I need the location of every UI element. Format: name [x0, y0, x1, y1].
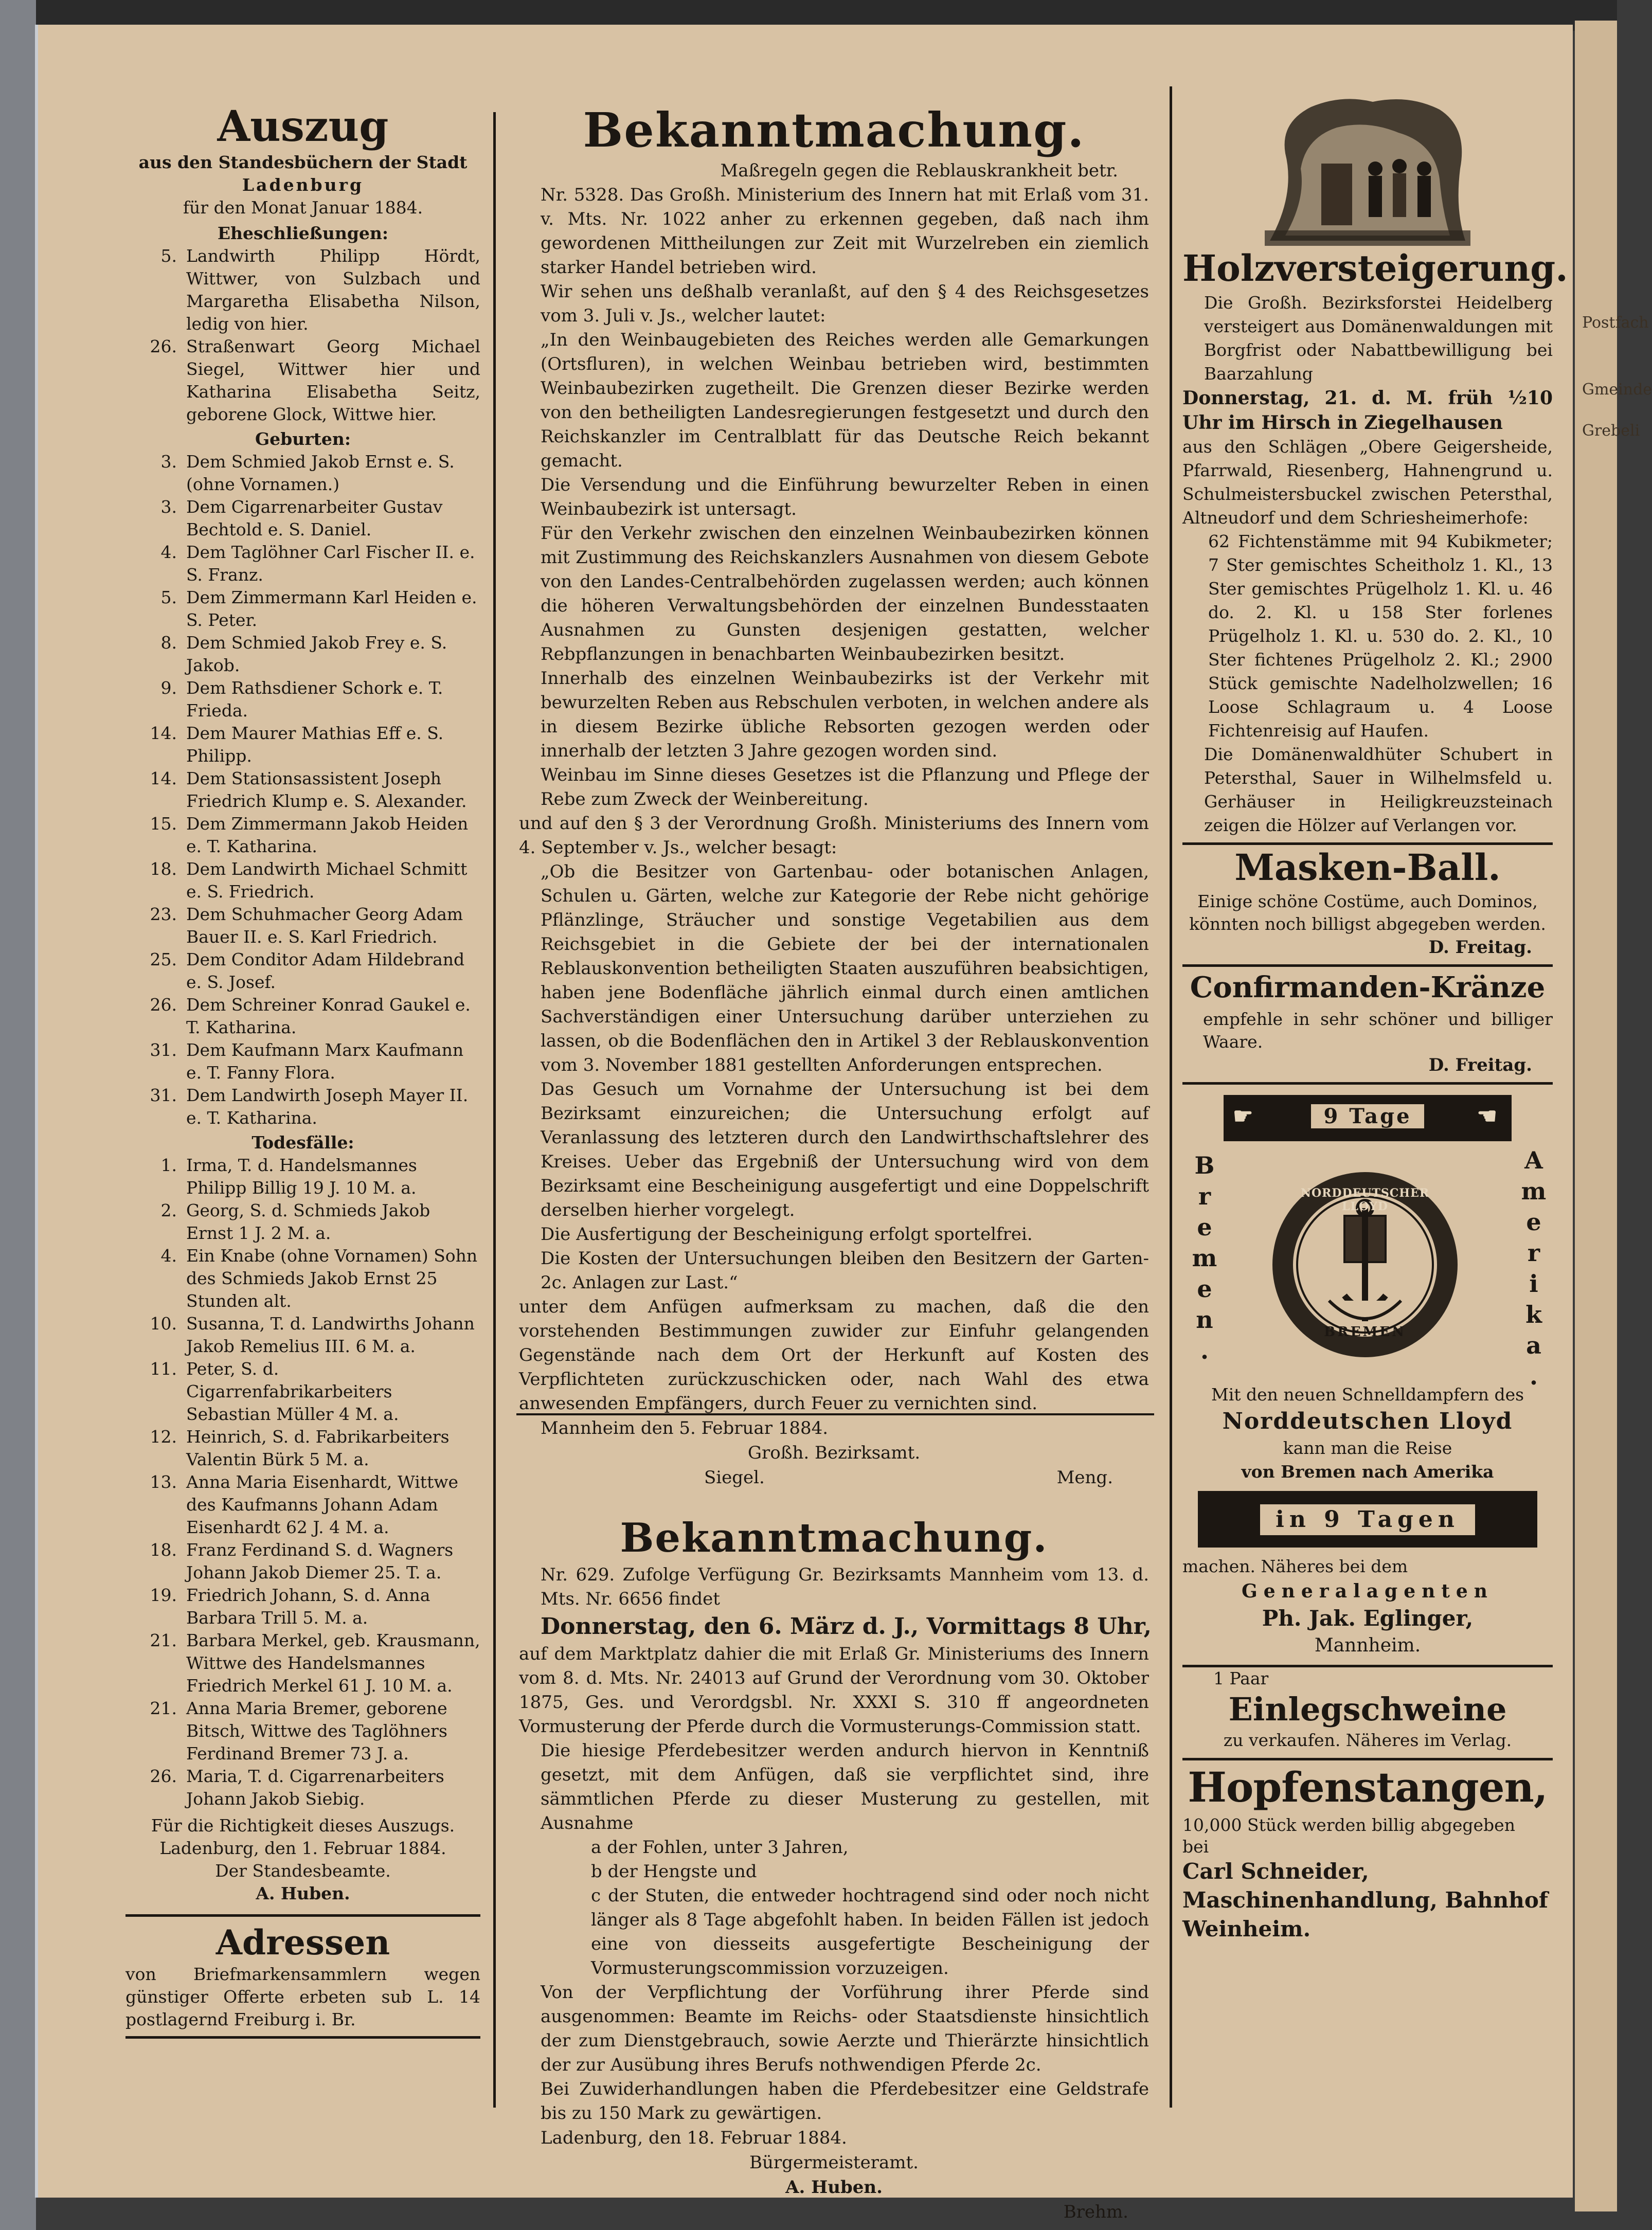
- auszug-subtitle-1: aus den Standesbüchern der Stadt: [138, 152, 468, 172]
- right-column: [1182, 92, 1568, 1944]
- musterung-item-a: a der Fohlen, unter 3 Jahren,: [591, 1837, 849, 1858]
- entry-text: Dem Stationsassistent Joseph Friedrich Klump e. S. Alexander.: [186, 768, 467, 811]
- entry-text: Dem Maurer Mathias Eff e. S. Philipp.: [186, 723, 444, 766]
- lloyd-ad: [1182, 1095, 1553, 1393]
- holz-date: Donnerstag, 21. d. M. früh ½10 Uhr im Hirsch in Ziegelhausen: [1182, 387, 1553, 434]
- pointing-hand-right-icon: ☚: [1477, 1103, 1502, 1129]
- bekanntmachung-title-1: Bekanntmachung.: [583, 102, 1085, 158]
- entry-text: Franz Ferdinand S. d. Wagners Johann Jakob Diemer 25. T. a.: [186, 1540, 454, 1582]
- reblaus-paragraph: Wir sehen uns deßhalb veranlaßt, auf den § 4 des Reichsgesetzes vom 3. Juli v. Js., welcher lautet:: [541, 281, 1149, 326]
- hopfen-bei: bei: [1182, 1837, 1209, 1857]
- entry-text: Georg, S. d. Schmieds Jakob Ernst 1 J. 2 M. a.: [186, 1200, 430, 1243]
- entry-day: 19.: [150, 1585, 177, 1605]
- middle-column: [519, 102, 1152, 2224]
- confirmanden-title: Confirmanden-Kränze: [1190, 970, 1546, 1004]
- holzversteigerung-title: Holzversteigerung.: [1182, 247, 1568, 290]
- entry-text: Dem Schreiner Konrad Gaukel e. T. Katharina.: [186, 995, 471, 1037]
- eheschliessungen-heading: Eheschließungen:: [217, 223, 389, 243]
- musterung-paragraph: auf dem Marktplatz dahier die mit Erlaß Gr. Ministeriums des Innern vom 8. d. Mts. Nr. 24013 auf Grund der Verordnung vom 30. Oktober 1875, Ges. und Verordgsbl. Nr. XXXI S. 310 ff angeordneten Vormusterung der Pferde durch die Vormusterungs-Commission statt.: [519, 1644, 1149, 1737]
- entry-day: 5.: [160, 246, 177, 266]
- newspaper-page: [35, 25, 1573, 2222]
- list-item: [125, 677, 480, 722]
- reblaus-paragraph: Das Gesuch um Vornahme der Untersuchung ist bei dem Bezirksamt einzureichen; die Untersuchung erfolgt auf Veranlassung des letzteren durch den Landwirthschaftslehrer des Kreises. Ueber das Ergebniß der Untersuchung wird von dem Bezirksamt eine Bescheinigung ausgefertigt und eine Doppelschrift derselben hierher vorgelegt.: [541, 1079, 1149, 1220]
- scan-background-left: [0, 0, 36, 2230]
- lloyd-agent-name: Ph. Jak. Eglinger,: [1262, 1606, 1474, 1631]
- maskenball-text: Einige schöne Costüme, auch Dominos, könnten noch billigst abgegeben werden.: [1189, 891, 1546, 934]
- entry-day: 2.: [160, 1200, 177, 1220]
- holz-paragraph: Die Domänenwaldhüter Schubert in Petersthal, Sauer in Wilhelmsfeld u. Gerhäuser in Heiligkreuzsteinach zeigen die Hölzer auf Verlangen vor.: [1204, 744, 1553, 835]
- entry-day: 4.: [160, 1246, 177, 1266]
- entry-text: Anna Maria Bremer, geborene Bitsch, Wittwe des Taglöhners Ferdinand Bremer 73 J. a.: [186, 1698, 447, 1764]
- signature-meng: Meng.: [1056, 1467, 1113, 1488]
- lloyd-nine-days-banner: [1198, 1491, 1537, 1548]
- entry-text: Dem Taglöhner Carl Fischer II. e. S. Franz.: [186, 542, 475, 585]
- entry-text: Friedrich Johann, S. d. Anna Barbara Trill 5. M. a.: [186, 1585, 430, 1628]
- confirmanden-text: empfehle in sehr schöner und billiger Waare.: [1203, 1009, 1553, 1052]
- reblaus-paragraph: Weinbau im Sinne dieses Gesetzes ist die Pflanzung und Pflege der Rebe zum Zweck der Weinbereitung.: [541, 765, 1149, 810]
- list-item: [125, 335, 480, 426]
- reblaus-signatures: [519, 1465, 1149, 1490]
- auszug-month: für den Monat Januar 1884.: [183, 197, 423, 218]
- signature-siegel: Siegel.: [704, 1467, 765, 1488]
- lloyd-nine-days: 9 Tage: [1311, 1104, 1424, 1128]
- list-item: [125, 722, 480, 767]
- reblaus-paragraph: „In den Weinbaugebieten des Reiches werden alle Gemarkungen (Ortsfluren), in welchen Weinbau betrieben wird, bestimmten Weinbaubezirken zugetheilt. Die Grenzen dieser Bezirke werden von den betheiligten Landesregierungen festgesetzt und durch den Reichskanzler im Centralblatt für das Deutsche Reich bekannt gemacht.: [541, 330, 1149, 471]
- maskenball-title: Masken-Ball.: [1234, 846, 1501, 889]
- maskenball-signature: D. Freitag.: [1428, 937, 1532, 958]
- bekanntmachung-title-2: Bekanntmachung.: [620, 1515, 1048, 1561]
- reblaus-paragraph: Die Kosten der Untersuchungen bleiben den Besitzern der Garten- 2c. Anlagen zur Last.“: [541, 1248, 1149, 1293]
- lloyd-generalagent: Generalagenten: [1242, 1580, 1494, 1602]
- lloyd-text-6: machen. Näheres bei dem: [1182, 1556, 1408, 1576]
- adjacent-page-fragment: Grebeli: [1582, 422, 1640, 440]
- list-item: [125, 1584, 480, 1629]
- entry-day: 11.: [150, 1359, 177, 1379]
- list-item: [125, 245, 480, 335]
- entry-text: Dem Landwirth Joseph Mayer II. e. T. Katharina.: [186, 1085, 469, 1128]
- schweine-title: Einlegschweine: [1228, 1691, 1507, 1728]
- auszug-title: Auszug: [217, 102, 389, 151]
- musterung-paragraph: Bei Zuwiderhandlungen haben die Pferdebesitzer eine Geldstrafe bis zu 150 Mark zu gewärtigen.: [541, 2079, 1149, 2124]
- list-item: [125, 858, 480, 903]
- lloyd-city-label: BREMEN: [1324, 1324, 1406, 1340]
- adjacent-page-fragment: Postfach: [1582, 314, 1649, 332]
- entry-text: Barbara Merkel, geb. Krausmann, Wittwe des Handelsmannes Friedrich Merkel 61 J. 10 M. a.: [186, 1630, 480, 1696]
- list-item: [125, 1154, 480, 1199]
- left-column: [125, 102, 480, 2039]
- list-item: [125, 632, 480, 677]
- schweine-quantity: 1 Paar: [1213, 1668, 1269, 1688]
- entry-day: 14.: [150, 723, 177, 743]
- list-item: [125, 586, 480, 632]
- musterung-paragraph: Die hiesige Pferdebesitzer werden andurch hiervon in Kenntniß gesetzt, mit dem Anfügen, daß sie verpflichtet sind, ihre sämmtlichen Pferde zu dieser Musterung zu gestellen, mit Ausnahme: [541, 1740, 1149, 1833]
- entry-day: 26.: [150, 1766, 177, 1786]
- lloyd-text-3: kann man die Reise: [1283, 1438, 1452, 1458]
- lloyd-right-vertical: Amerika.: [1520, 1146, 1548, 1393]
- adjacent-page-edge: [1575, 21, 1652, 2211]
- confirmanden-signature: D. Freitag.: [1428, 1055, 1532, 1075]
- entry-day: 10.: [150, 1314, 177, 1334]
- forest-woodcut-illustration: [1265, 92, 1470, 246]
- entry-text: Susanna, T. d. Landwirths Johann Jakob Remelius III. 6 M. a.: [186, 1314, 475, 1356]
- closing-signature: A. Huben.: [256, 1883, 350, 1903]
- entry-day: 5.: [160, 587, 177, 607]
- entry-day: 3.: [160, 497, 177, 517]
- entry-day: 15.: [150, 814, 177, 834]
- musterung-paragraph: Nr. 629. Zufolge Verfügung Gr. Bezirksamts Mannheim vom 13. d. Mts. Nr. 6656 findet: [541, 1564, 1149, 1609]
- musterung-item-c: c der Stuten, die entweder hochtragend sind oder noch nicht länger als 8 Tage abgefohlt haben. In beiden Fällen ist jedoch eine von diesseits ausgefertigte Bescheinigung der Vormusterungscommission vorzuzeigen.: [591, 1885, 1149, 1979]
- list-item: [125, 994, 480, 1039]
- hopfen-text: 10,000 Stück werden billig abgegeben: [1182, 1815, 1515, 1835]
- entry-day: 26.: [150, 336, 177, 356]
- list-item: [125, 1426, 480, 1471]
- entry-day: 21.: [150, 1698, 177, 1718]
- entry-text: Dem Zimmermann Jakob Heiden e. T. Katharina.: [186, 814, 469, 856]
- list-item: [125, 1312, 480, 1358]
- entry-text: Maria, T. d. Cigarrenarbeiters Johann Jakob Siebig.: [186, 1766, 444, 1809]
- entry-text: Heinrich, S. d. Fabrikarbeiters Valentin Bürk 5 M. a.: [186, 1427, 450, 1469]
- list-item: [125, 1245, 480, 1312]
- list-item: [125, 1358, 480, 1426]
- entry-day: 14.: [150, 768, 177, 788]
- list-item: [125, 1697, 480, 1765]
- closing-line-2: Ladenburg, den 1. Februar 1884.: [159, 1838, 446, 1858]
- entry-text: Dem Schuhmacher Georg Adam Bauer II. e. S. Karl Friedrich.: [186, 904, 463, 947]
- entry-text: Anna Maria Eisenhardt, Wittwe des Kaufmanns Johann Adam Eisenhardt 62 J. 4 M. a.: [186, 1472, 459, 1537]
- entry-text: Dem Zimmermann Karl Heiden e. S. Peter.: [186, 587, 477, 630]
- reblaus-date: Mannheim den 5. Februar 1884.: [541, 1418, 829, 1438]
- musterung-item-b: b der Hengste und: [591, 1861, 757, 1882]
- reblaus-paragraph: Für den Verkehr zwischen den einzelnen Weinbaubezirken können mit Zustimmung des Reichskanzlers Ausnahmen von diesem Gebote von den Landes-Centralbehörden zugelassen werden; auch können die höheren Verwaltungsbehörden der einzelnen Bundesstaaten Ausnahmen zu Gunsten desjenigen gestatten, welcher Rebpflanzungen in benachbarten Weinbaubezirken besitzt.: [541, 523, 1149, 664]
- list-item: [125, 1471, 480, 1539]
- reblaus-paragraph: „Ob die Besitzer von Gartenbau- oder botanischen Anlagen, Schulen u. Gärten, welche zur Kategorie der Rebe nicht gehörige Pflänzlinge, Sträucher und sonstige Vegetabilien aus dem Reichsgebiet in die Gebiete der bei der internationalen Reblauskonvention betheiligten Staaten auszuführen beabsichtigen, haben jene Bodenfläche jährlich einmal durch einen amtlichen Sachverständigen einer Untersuchung darüber unterziehen zu lassen, ob die Bodenflächen den in Artikel 3 der Reblauskonvention vom 3. November 1881 gestellten Anforderungen entsprechen.: [541, 861, 1149, 1075]
- entry-day: 23.: [150, 904, 177, 924]
- entry-text: Ein Knabe (ohne Vornamen) Sohn des Schmieds Jakob Ernst 25 Stunden alt.: [186, 1246, 478, 1311]
- entry-day: 25.: [150, 949, 177, 969]
- entry-day: 13.: [150, 1472, 177, 1492]
- reblaus-authority: Großh. Bezirksamt.: [747, 1443, 921, 1463]
- entry-day: 31.: [150, 1040, 177, 1060]
- entry-day: 4.: [160, 542, 177, 562]
- list-item: [125, 1084, 480, 1129]
- reblaus-paragraph: Nr. 5328. Das Großh. Ministerium des Innern hat mit Erlaß vom 31. v. Mts. Nr. 1022 anher zu erkennen gegeben, daß nach ihm gewordenen Mittheilungen zur Zeit mit Wurzelreben ein ziemlich starker Handel betrieben wird.: [541, 185, 1149, 278]
- geburten-heading: Geburten:: [255, 429, 351, 449]
- adressen-ad: [125, 1914, 480, 2039]
- entry-day: 9.: [160, 678, 177, 698]
- musterung-date: Ladenburg, den 18. Februar 1884.: [541, 2128, 847, 2148]
- adjacent-page-fragment: Gmeinde: [1582, 381, 1652, 399]
- adressen-text: von Briefmarkensammlern wegen günstiger Offerte erbeten sub L. 14 postlagernd Freiburg i. Br.: [125, 1964, 480, 2029]
- schweine-text: zu verkaufen. Näheres im Verlag.: [1223, 1730, 1512, 1750]
- entry-day: 26.: [150, 995, 177, 1015]
- musterung-signature: A. Huben.: [785, 2177, 883, 2198]
- list-item: [125, 948, 480, 994]
- list-item: [125, 496, 480, 541]
- entry-day: 3.: [160, 452, 177, 472]
- entry-day: 18.: [150, 859, 177, 879]
- musterung-date-line: Donnerstag, den 6. März d. J., Vormittags 8 Uhr,: [541, 1613, 1152, 1640]
- lloyd-city: Mannheim.: [1314, 1635, 1421, 1656]
- reblaus-paragraph: Innerhalb des einzelnen Weinbaubezirks ist der Verkehr mit bewurzelten Reben aus Rebschulen verboten, in welchen andere als in diesem Bezirke übliche Rebsorten gezogen werden oder innerhalb der letzten 3 Jahre gezogen worden sind.: [541, 668, 1149, 761]
- musterung-signature-brehm: Brehm.: [1063, 2202, 1128, 2222]
- list-item: [125, 903, 480, 948]
- lloyd-text-4: von Bremen nach Amerika: [1241, 1462, 1494, 1482]
- entry-day: 31.: [150, 1085, 177, 1105]
- holz-paragraph: Die Großh. Bezirksforstei Heidelberg versteigert aus Domänenwaldungen mit Borgfrist oder Nabattbewilligung bei Baarzahlung: [1204, 293, 1553, 384]
- adressen-title: Adressen: [216, 1922, 390, 1963]
- holz-paragraph: aus den Schlägen „Obere Geigersheide, Pfarrwald, Riesenberg, Hahnengrund u. Schulmeistersbuckel zwischen Petersthal, Altneudorf und dem Schriesheimerhofe:: [1182, 437, 1553, 528]
- list-item: [125, 451, 480, 496]
- entry-text: Irma, T. d. Handelsmannes Philipp Billig 19 J. 10 M. a.: [186, 1155, 417, 1198]
- entry-day: 21.: [150, 1630, 177, 1650]
- entry-text: Peter, S. d. Cigarrenfabrikarbeiters Sebastian Müller 4 M. a.: [186, 1359, 399, 1424]
- list-item: [125, 813, 480, 858]
- list-item: [125, 1765, 480, 1810]
- entry-day: 12.: [150, 1427, 177, 1447]
- reblaus-paragraph: Die Ausfertigung der Bescheinigung erfolgt sportelfrei.: [541, 1224, 1033, 1245]
- bekanntmachung-subtitle: Maßregeln gegen die Reblauskrankheit betr.: [720, 160, 1118, 181]
- entry-text: Dem Schmied Jakob Ernst e. S. (ohne Vornamen.): [186, 452, 455, 494]
- reblaus-paragraph: Die Versendung und die Einführung bewurzelter Reben in einen Weinbaubezirk ist untersagt.: [541, 475, 1149, 519]
- entry-text: Dem Rathsdiener Schork e. T. Frieda.: [186, 678, 443, 721]
- reblaus-paragraph: unter dem Anfügen aufmerksam zu machen, daß die den vorstehenden Bestimmungen zuwider zur Einfuhr gelangenden Gegenstände nach dem Ort der Herkunft auf Kosten des Verpflichteten zurückzuschicken oder, nach Wahl des etwa anwesenden Empfängers, durch Feuer zu vernichten sind.: [519, 1297, 1149, 1414]
- list-item: [125, 1199, 480, 1245]
- closing-line-1: Für die Richtigkeit dieses Auszugs.: [151, 1815, 455, 1836]
- auszug-subtitle-2: Ladenburg: [242, 175, 364, 195]
- holz-lots: 62 Fichtenstämme mit 94 Kubikmeter; 7 Ster gemischtes Scheitholz 1. Kl., 13 Ster gemischtes Prügelholz 1. Kl. u. 46 do. 2. Kl. u 158 Ster forlenes Prügelholz 1. Kl. u. 530 do. 2. Kl., 10 Ster fichtenes Prügelholz 2. Kl.; 2900 Stück gemischte Nadelholzwellen; 16 Loose Schlagraum u. 4 Loose Fichtenreisig auf Haufen.: [1208, 531, 1553, 741]
- entry-day: 18.: [150, 1540, 177, 1560]
- entry-text: Dem Kaufmann Marx Kaufmann e. T. Fanny Flora.: [186, 1040, 464, 1083]
- reblaus-paragraph: und auf den § 3 der Verordnung Großh. Ministeriums des Innern vom 4. September v. Js., welcher besagt:: [519, 813, 1149, 858]
- list-item: [125, 541, 480, 586]
- lloyd-text-1: Mit den neuen Schnelldampfern des: [1211, 1384, 1524, 1405]
- hopfenstangen-title: Hopfenstangen,: [1188, 1763, 1548, 1811]
- closing-line-3: Der Standesbeamte.: [215, 1861, 391, 1881]
- entry-day: 1.: [160, 1155, 177, 1175]
- musterung-paragraph: Von der Verpflichtung der Vorführung ihrer Pferde sind ausgenommen: Beamte im Reichs- oder Staatsdienste hinsichtlich der zum Dienstgebrauch, sowie Aerzte und Thierärzte hinsichtlich der zur Ausübung ihres Berufs nothwendigen Pferde 2c.: [541, 1982, 1149, 2075]
- lloyd-left-vertical: Bremen.: [1191, 1152, 1218, 1368]
- musterung-authority: Bürgermeisteramt.: [749, 2152, 919, 2173]
- entry-text: Straßenwart Georg Michael Siegel, Wittwer hier und Katharina Elisabetha Seitz, geborene Glock, Wittwe hier.: [186, 336, 480, 424]
- entry-text: Landwirth Philipp Hördt, Wittwer, von Sulzbach und Margaretha Elisabetha Nilson, ledig von hier.: [186, 246, 480, 334]
- list-item: [125, 767, 480, 813]
- entry-text: Dem Conditor Adam Hildebrand e. S. Josef.: [186, 949, 465, 992]
- lloyd-nine-days-text: in 9 Tagen: [1260, 1504, 1475, 1535]
- entry-text: Dem Cigarrenarbeiter Gustav Bechtold e. S. Daniel.: [186, 497, 443, 539]
- lloyd-name: Norddeutschen Lloyd: [1222, 1408, 1513, 1434]
- pointing-hand-left-icon: ☛: [1233, 1103, 1259, 1129]
- list-item: [125, 1539, 480, 1584]
- lloyd-top-banner: [1224, 1095, 1512, 1141]
- todesfaelle-heading: Todesfälle:: [252, 1132, 354, 1153]
- list-item: [125, 1039, 480, 1084]
- column-rule-left: [493, 112, 496, 2108]
- entry-day: 8.: [160, 633, 177, 653]
- column-rule-right: [1170, 86, 1172, 2108]
- entry-text: Dem Schmied Jakob Frey e. S. Jakob.: [186, 633, 447, 675]
- lloyd-ring-text: NORDDEUTSCHER LLOYD: [1300, 1186, 1430, 1213]
- entry-text: Dem Landwirth Michael Schmitt e. S. Friedrich.: [186, 859, 468, 902]
- list-item: [125, 1629, 480, 1697]
- hopfen-seller: Carl Schneider, Maschinenhandlung, Bahnhof Weinheim.: [1182, 1859, 1548, 1941]
